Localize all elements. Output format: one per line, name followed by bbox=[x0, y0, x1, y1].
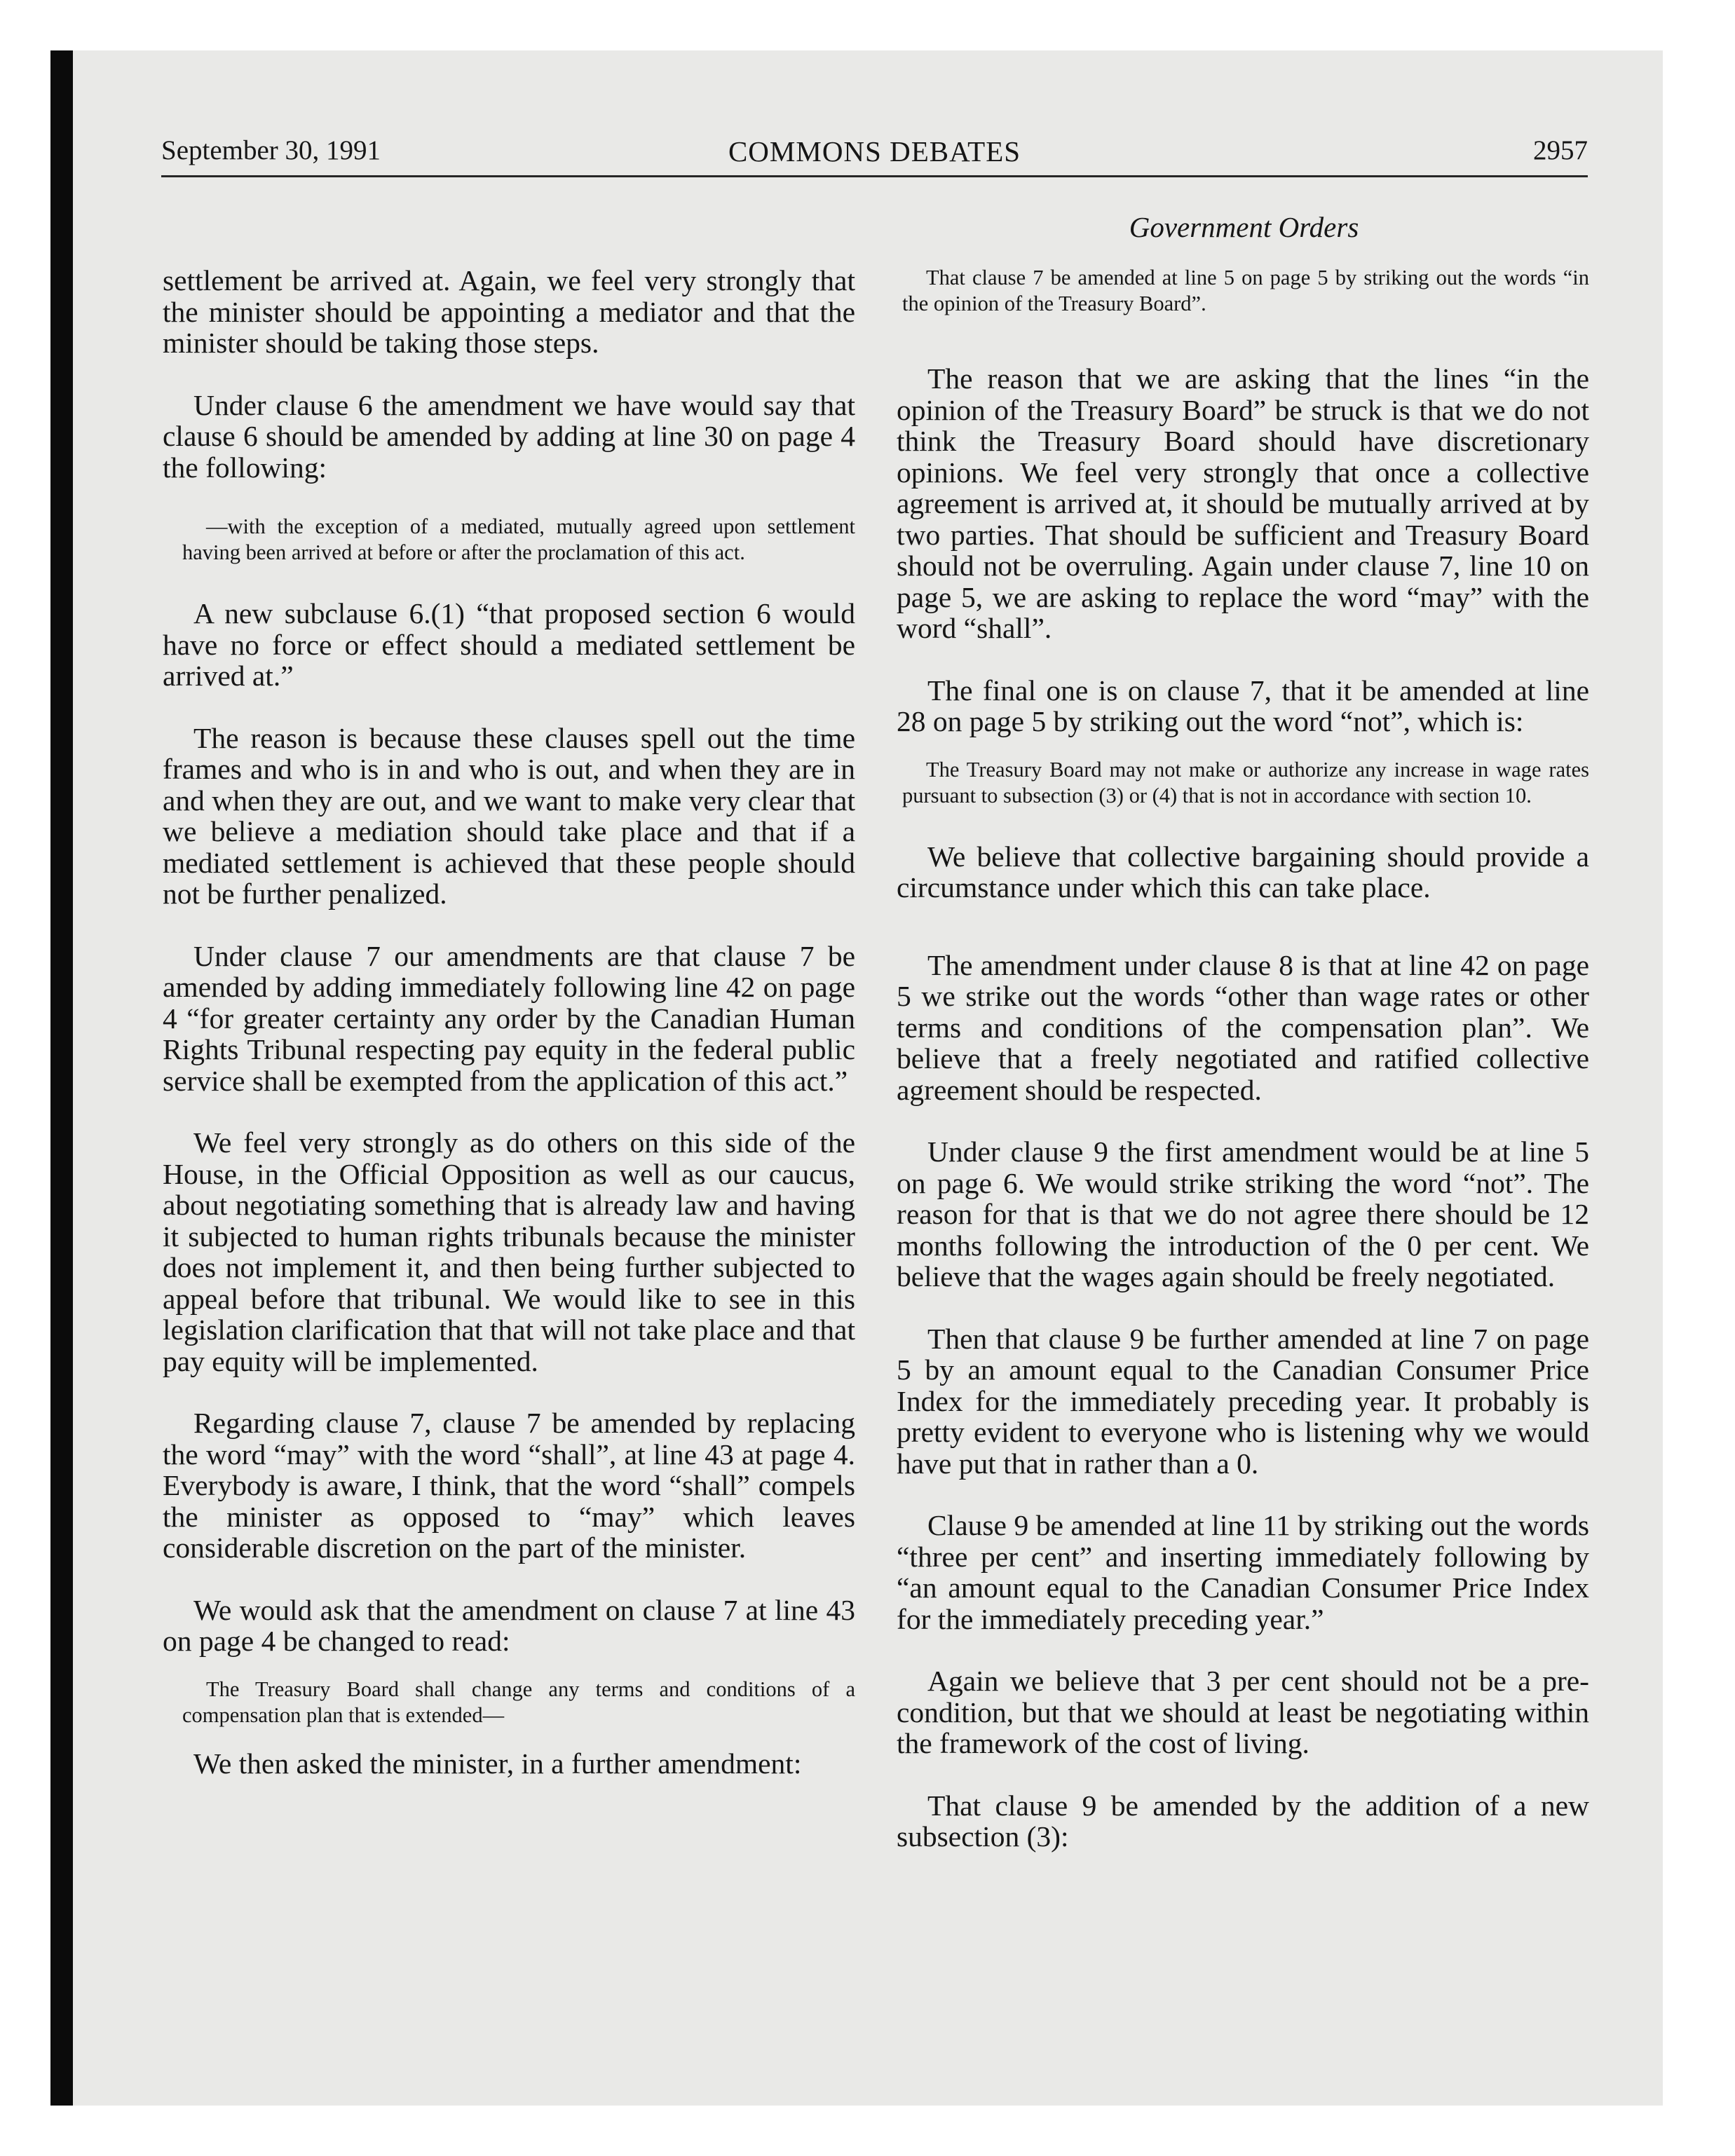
paragraph: Again we believe that 3 per cent should not be a pre-condition, but that we should at least be negotiating within the framework of the cost of living. bbox=[897, 1665, 1589, 1759]
header-date: September 30, 1991 bbox=[161, 135, 381, 165]
right-column bbox=[897, 265, 1589, 1883]
paragraph: Under clause 7 our amendments are that clause 7 be amended by adding immediately following line 42 on page 4 “for greater certainty any order by the Canadian Human Rights Tribunal respecting pay equity in the federal public service shall be exempted from the application of this act.” bbox=[163, 939, 855, 1097]
paragraph: We feel very strongly as do others on this side of the House, in the Official Opposition as well as our caucus, about negotiating something that is already law and having it subjected to human rights tribunals because the minister does not implement it, and then being further subjected to appeal before that tribunal. We would like to see in this legislation clarification that that will not take place and that pay equity will be implemented. bbox=[163, 1126, 855, 1377]
paragraph: That clause 9 be amended by the addition of a new subsection (3): bbox=[897, 1789, 1589, 1853]
paragraph: Clause 9 be amended at line 11 by striking out the words “three per cent” and inserting immediately following by “an amount equal to the Canadian Consumer Price Index for the immediately preceding year.” bbox=[897, 1509, 1589, 1635]
paragraph: Under clause 6 the amendment we have would say that clause 6 should be amended by adding at line 30 on page 4 the following: bbox=[163, 388, 855, 484]
block-quote: That clause 7 be amended at line 5 on page 5 by striking out the words “in the opinion of the Treasury Board”. bbox=[902, 266, 1589, 315]
left-column bbox=[163, 265, 855, 1810]
paragraph: We would ask that the amendment on clause 7 at line 43 on page 4 be changed to read: bbox=[163, 1593, 855, 1657]
paragraph: Under clause 9 the first amendment would be at line 5 on page 6. We would strike striking the word “not”. The reason for that is that we do not agree there should be 12 months following the introduction of the 0 per cent. We believe that the wages again should be freely negotiated. bbox=[897, 1135, 1589, 1292]
page-number: 2957 bbox=[1533, 135, 1588, 165]
paragraph: We then asked the minister, in a further amendment: bbox=[193, 1747, 802, 1780]
paragraph: A new subclause 6.(1) “that proposed section 6 would have no force or effect should a mediated settlement be arrived at.” bbox=[163, 597, 855, 692]
paragraph: The final one is on clause 7, that it be amended at line 28 on page 5 by striking out the word “not”, which is: bbox=[897, 674, 1589, 737]
paragraph: Then that clause 9 be further amended at line 7 on page 5 by an amount equal to the Canadian Consumer Price Index for the immediately preceding year. It probably is pretty evident to everyone who is listening why we would have put that in rather than a 0. bbox=[897, 1322, 1589, 1480]
paragraph: settlement be arrived at. Again, we feel very strongly that the minister should be appointing a mediator and that the minister should be taking those steps. bbox=[163, 264, 855, 359]
paragraph: We believe that collective bargaining should provide a circumstance under which this can take place. bbox=[897, 840, 1589, 903]
page-header bbox=[161, 135, 1588, 177]
header-title: COMMONS DEBATES bbox=[728, 135, 1021, 168]
block-quote: The Treasury Board shall change any terms and conditions of a compensation plan that is extended— bbox=[182, 1677, 855, 1727]
paragraph: The amendment under clause 8 is that at line 42 on page 5 we strike out the words “other than wage rates or other terms and conditions of the compensation plan”. We believe that a freely negotiated and ratified collective agreement should be respected. bbox=[897, 948, 1589, 1106]
scan-border bbox=[50, 50, 73, 2106]
block-quote: —with the exception of a mediated, mutually agreed upon settlement having been arrived at before or after the proclamation of this act. bbox=[182, 514, 855, 564]
paragraph: The reason that we are asking that the lines “in the opinion of the Treasury Board” be struck is that we do not think the Treasury Board should have discretionary opinions. We feel very strongly that once a collective agreement is arrived at, it should be mutually arrived at by two parties. That should be sufficient and Treasury Board should not be overruling. Again under clause 7, line 10 on page 5, we are asking to replace the word “may” with the word “shall”. bbox=[897, 362, 1589, 644]
paragraph: The reason is because these clauses spell out the time frames and who is in and who is out, and when they are in and when they are out, and we want to make very clear that we believe a mediation should take place and that if a mediated settlement is achieved that these people should not be further penalized. bbox=[163, 721, 855, 910]
section-label: Government Orders bbox=[1129, 211, 1359, 243]
paragraph: Regarding clause 7, clause 7 be amended by replacing the word “may” with the word “shall”, at line 43 at page 4. Everybody is aware, I think, that the word “shall” compels the minister as opposed to “may” which leaves considerable discretion on the part of the minister. bbox=[163, 1407, 855, 1564]
block-quote: The Treasury Board may not make or authorize any increase in wage rates pursuant to subsection (3) or (4) that is not in accordance with section 10. bbox=[902, 757, 1589, 807]
